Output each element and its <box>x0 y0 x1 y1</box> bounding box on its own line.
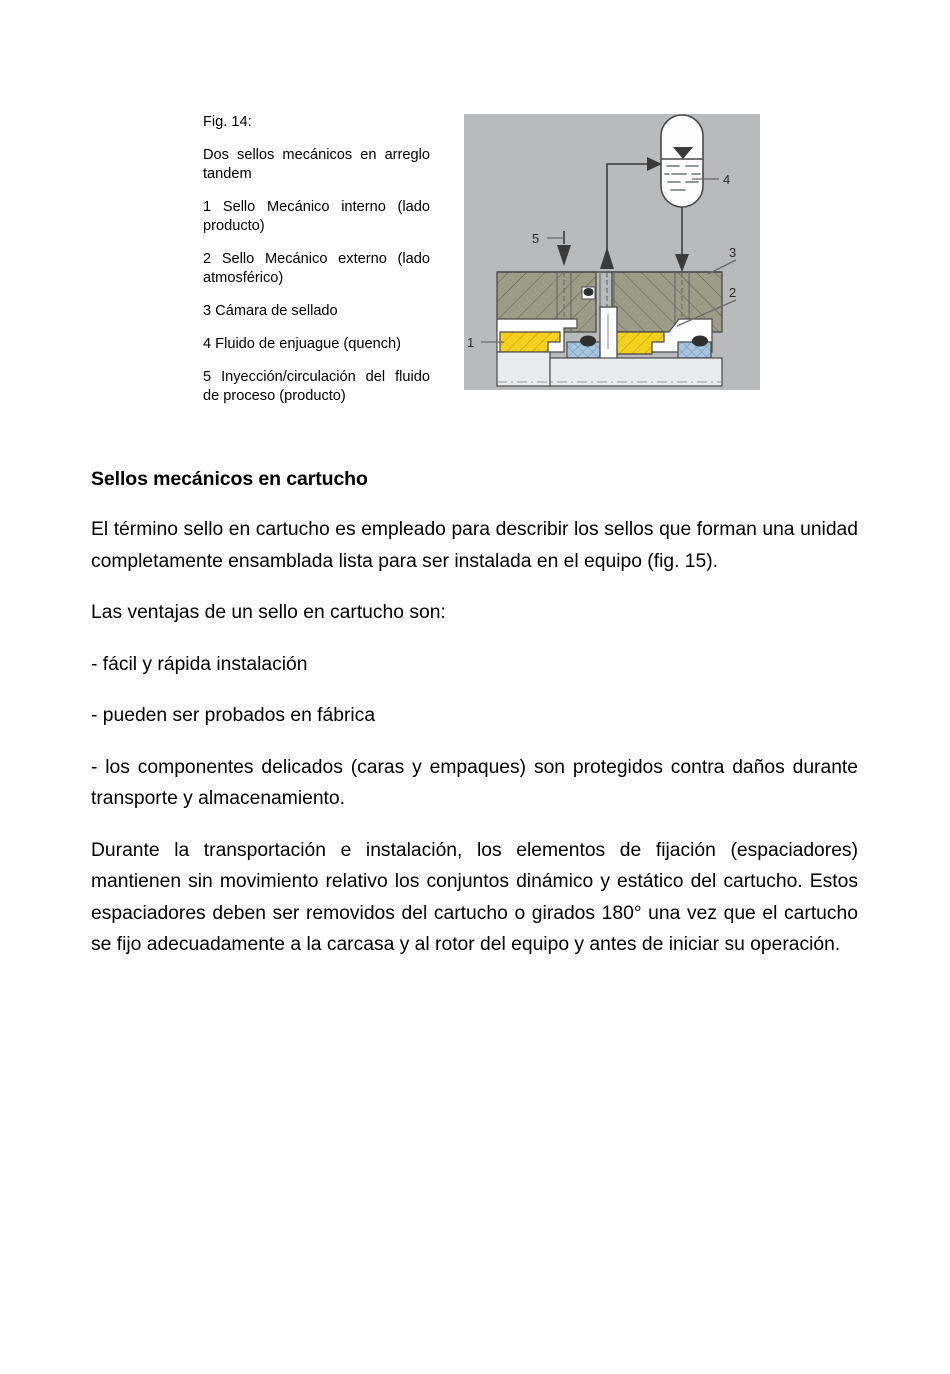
paragraph-definition: El término sello en cartucho es empleado para describir los sellos que forman una unidad completamente ensamblada lista para ser instalada en el equipo (fig. 15). <box>91 519 858 572</box>
figure-legend-item-2: 2 Sello Mecánico externo (lado atmosférico) <box>203 251 430 286</box>
housing-o-ring <box>582 287 595 299</box>
figure-block <box>0 0 950 450</box>
callout-3-label: 3 <box>729 245 737 260</box>
inner-o-ring <box>580 336 596 347</box>
callout-4-label: 4 <box>723 172 731 187</box>
figure-legend-item-5: 5 Inyección/circulación del fluido de proceso (producto) <box>203 369 430 404</box>
callout-1-label: 1 <box>467 335 475 350</box>
figure-caption <box>203 113 430 406</box>
advantage-item-3: - los componentes delicados (caras y empaques) son protegidos contra daños durante transporte y almacenamiento. <box>91 756 858 809</box>
figure-legend-item-1: 1 Sello Mecánico interno (lado producto) <box>203 199 430 234</box>
figure-title: Dos sellos mecánicos en arreglo tandem <box>203 147 430 182</box>
figure-legend-item-4: 4 Fluido de enjuague (quench) <box>203 336 401 352</box>
section-heading: Sellos mecánicos en cartucho <box>91 468 368 490</box>
callout-5-label: 5 <box>532 231 540 246</box>
outer-o-ring <box>692 336 708 347</box>
paragraph-transport: Durante la transportación e instalación, los elementos de fijación (espaciadores) mantienen sin movimiento relativo los conjuntos dinámico y estático del cartucho. Estos espaciadores deben ser removidos del cartucho o girados 180° una vez que el cartucho se fijo adecuadamente a la carcasa y al rotor del equipo y antes de iniciar su operación. <box>91 839 858 955</box>
callout-2-label: 2 <box>729 285 737 300</box>
figure-number-label: Fig. 14: <box>203 114 252 130</box>
shaft-collar <box>600 307 617 365</box>
advantage-item-1: - fácil y rápida instalación <box>91 653 308 675</box>
advantage-item-2: - pueden ser probados en fábrica <box>91 705 376 726</box>
mechanical-seal-diagram <box>464 114 760 390</box>
paragraph-advantages-intro: Las ventajas de un sello en cartucho son: <box>91 602 446 623</box>
body-content <box>91 466 858 961</box>
figure-legend-item-3: 3 Cámara de sellado <box>203 303 338 319</box>
